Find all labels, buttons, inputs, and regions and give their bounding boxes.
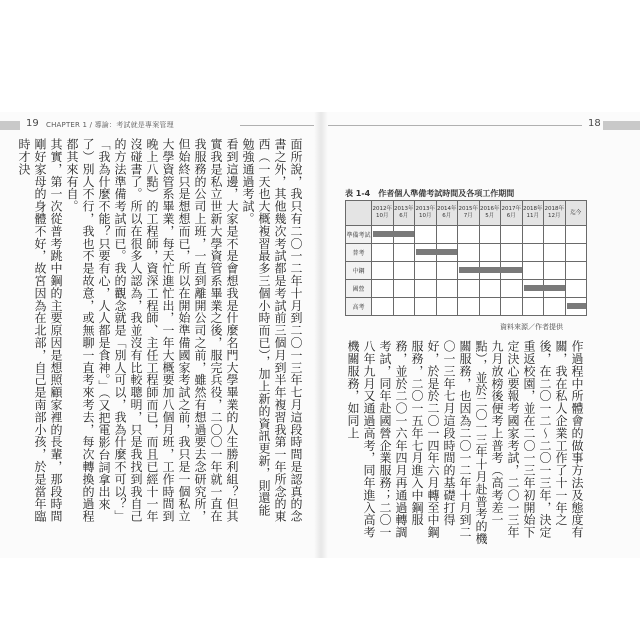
timeline-cell bbox=[479, 226, 501, 244]
right-header-bar bbox=[603, 121, 640, 130]
timeline-row bbox=[346, 226, 587, 244]
right-paragraph-1: 作過程中所體會的做事方法及態度有關，我在私人企業工作了十一年之後，在二〇一二～二〇一三年，決定重返校園，並在二〇一三年初開始下定決心要報考國家考試，二〇一三年九月放榜後便考上普考（高考差一點），並於二〇一三年十月赴普考的機關服務，也因為二〇一二年十月到二〇一三年七月這段時間的基礎打得好，於是於二〇一四年六月轉至中鋼服務，二〇一五年七月進入中鋼服務，並於二〇一六年四月再通過轉調考試，同年赴國營企業服務；二〇一八年九月又通過高考，同年進入高考機關服務，如同上 bbox=[346, 340, 584, 545]
timeline-column-header: 2017年6月 bbox=[501, 201, 523, 226]
timeline-cell bbox=[479, 280, 501, 298]
timeline-cell bbox=[372, 262, 394, 280]
timeline-row-label: 普考 bbox=[346, 244, 372, 262]
timeline-cell bbox=[393, 262, 415, 280]
timeline-cell bbox=[522, 226, 544, 244]
timeline-cell bbox=[479, 262, 501, 280]
timeline-cell bbox=[393, 226, 415, 244]
timeline-cell bbox=[565, 262, 587, 280]
timeline-column-header: 2012年10月 bbox=[372, 201, 394, 226]
timeline-row bbox=[346, 262, 587, 280]
timeline-cell bbox=[372, 280, 394, 298]
timeline-cell bbox=[393, 298, 415, 316]
timeline-cell bbox=[565, 280, 587, 298]
right-page-number: 18 bbox=[588, 118, 601, 129]
timeline-cell bbox=[436, 280, 458, 298]
timeline-cell bbox=[479, 244, 501, 262]
timeline-table bbox=[345, 200, 587, 316]
timeline-column-header: 2014年6月 bbox=[436, 201, 458, 226]
left-header-bar bbox=[0, 121, 20, 130]
chapter-title: CHAPTER 1 / 導論：考試就是專案管理 bbox=[46, 121, 174, 129]
timeline-cell bbox=[436, 244, 458, 262]
left-paragraph-3: 其實，第一次從普考跳中鋼的主要原因是想照顧家裡的長輩，那段時間剛好家母的身體不好，故宮因為在北部，自己是南部小孩，於是當年臨時才決 bbox=[17, 138, 63, 523]
table-caption: 表 1-4 作者個人準備考試時間及各項工作期間 bbox=[345, 189, 515, 198]
timeline-cell bbox=[458, 244, 480, 262]
timeline-cell bbox=[501, 262, 523, 280]
timeline-corner bbox=[346, 201, 372, 226]
timeline-cell bbox=[501, 280, 523, 298]
timeline-row-label: 準備考試 bbox=[346, 226, 372, 244]
timeline-cell bbox=[544, 298, 566, 316]
timeline-column-header: 2016年5月 bbox=[479, 201, 501, 226]
timeline-cell bbox=[415, 280, 437, 298]
timeline-cell bbox=[522, 262, 544, 280]
timeline-cell bbox=[501, 244, 523, 262]
timeline-cell bbox=[415, 244, 437, 262]
left-page-number: 19 bbox=[26, 118, 39, 129]
table-source: 資料來源／作者提供 bbox=[500, 323, 563, 331]
timeline-cell bbox=[544, 226, 566, 244]
timeline-column-header: 2013年6月 bbox=[393, 201, 415, 226]
timeline-row-label: 中鋼 bbox=[346, 262, 372, 280]
timeline-row bbox=[346, 298, 587, 316]
timeline-cell bbox=[415, 298, 437, 316]
right-header-rule bbox=[320, 125, 582, 126]
timeline-cell bbox=[501, 226, 523, 244]
timeline-cell bbox=[372, 298, 394, 316]
timeline-cell bbox=[522, 244, 544, 262]
timeline-cell bbox=[479, 298, 501, 316]
timeline-cell bbox=[501, 298, 523, 316]
timeline-cell bbox=[436, 226, 458, 244]
right-page-body bbox=[330, 340, 585, 550]
timeline-cell bbox=[565, 226, 587, 244]
timeline-cell bbox=[436, 298, 458, 316]
timeline-cell bbox=[415, 226, 437, 244]
timeline-cell bbox=[458, 298, 480, 316]
timeline-cell bbox=[522, 280, 544, 298]
timeline-cell bbox=[458, 262, 480, 280]
timeline-column-header: 2018年12月 bbox=[544, 201, 566, 226]
timeline-cell bbox=[372, 244, 394, 262]
timeline-cell bbox=[436, 262, 458, 280]
timeline-cell bbox=[393, 280, 415, 298]
left-paragraph-1: 面所說，我只有二〇一二年十月到二〇一三年七月這段時間是認真的念書之外，其他幾次考試都是考試前三個月到半年複習我第一年所念的東西（一天也大概複習最多三個小時而已），加上新的資訊更新，則還能勉強通過考試。 bbox=[241, 138, 303, 523]
timeline-cell bbox=[565, 298, 587, 316]
timeline-cell bbox=[372, 226, 394, 244]
timeline-cell bbox=[415, 262, 437, 280]
timeline-column-header: 2018年11月 bbox=[522, 201, 544, 226]
timeline-row bbox=[346, 244, 587, 262]
timeline-header-row bbox=[346, 201, 587, 226]
left-paragraph-2: 看到這邊，大家是不是會想我是什麼名門大學畢業的人生勝利組？但其實我是私立世新大學資管系畢業之後，服完兵役，二〇〇一年就一直在我服務的公司上班，一直到離開公司之前，雖然有想過要去念研究所，但始終只是想想而已，所以在開始準備國家考試之前，我只是一個私立大學資管系畢業，每天忙進忙出，一年大概要加八個月班，工作時間到晚上八點）的工程師，資深工程師、主任工程師而已，而且已經十一年沒碰書了。所以在很多人認為，我並沒有比較聰明，只是我找到我自己的方法準備考試而已。我的觀念就是「別人可以，我為什麼不可以？」「我為什麼不能？只要有心，人人都是食神。」（又把電影台詞拿出來了）別人不行，我也不是故意，或無聊一直考來考去，每次轉換的過程都其來有自。 bbox=[65, 138, 239, 523]
timeline-row bbox=[346, 280, 587, 298]
timeline-column-header: 2013年10月 bbox=[415, 201, 437, 226]
timeline-cell bbox=[544, 262, 566, 280]
timeline-row-label: 國營 bbox=[346, 280, 372, 298]
timeline-cell bbox=[544, 244, 566, 262]
timeline-row-label: 高考 bbox=[346, 298, 372, 316]
timeline-cell bbox=[522, 298, 544, 316]
timeline-cell bbox=[393, 244, 415, 262]
timeline-cell bbox=[544, 280, 566, 298]
timeline-bar bbox=[567, 303, 587, 309]
book-gutter bbox=[314, 112, 328, 558]
timeline-cell bbox=[458, 280, 480, 298]
left-page-body bbox=[17, 138, 304, 528]
timeline-cell bbox=[458, 226, 480, 244]
timeline-column-header: 迄今 bbox=[565, 201, 587, 226]
left-header-rule bbox=[240, 125, 314, 126]
timeline-cell bbox=[565, 244, 587, 262]
timeline-column-header: 2015年7月 bbox=[458, 201, 480, 226]
